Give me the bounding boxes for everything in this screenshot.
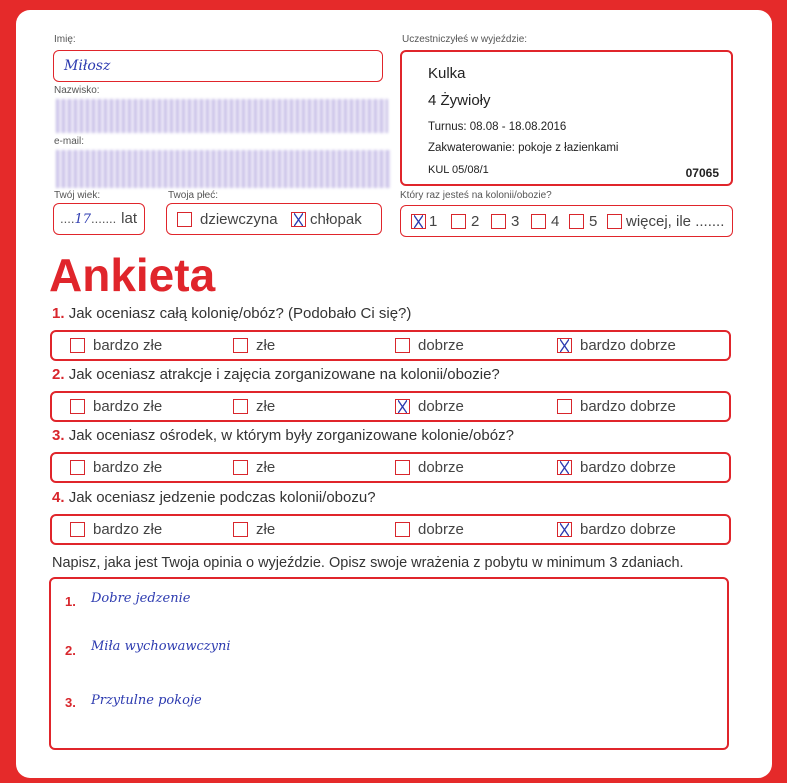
- times-more-label: więcej, ile .......: [626, 212, 725, 230]
- opinion-line-1-text: Dobre jedzenie: [91, 591, 191, 606]
- gender-field: [166, 203, 382, 235]
- answer-checkbox[interactable]: [395, 460, 410, 475]
- answer-label: bardzo złe: [93, 459, 163, 476]
- answer-option[interactable]: [557, 516, 676, 543]
- times-more-checkbox[interactable]: [607, 214, 622, 229]
- answer-checkbox[interactable]: [395, 399, 410, 414]
- answer-option[interactable]: [233, 516, 275, 543]
- age-dots-after: .......: [91, 211, 117, 226]
- times-4-label: 4: [551, 212, 560, 230]
- answer-label: złe: [256, 398, 276, 415]
- times-4-checkbox[interactable]: [531, 214, 546, 229]
- opinion-line-1-number: 1.: [65, 594, 76, 609]
- surname-redacted: [56, 99, 388, 133]
- question-text: Jak oceniasz ośrodek, w którym były zorganizowane kolonie/obóz?: [68, 427, 514, 444]
- answer-label: dobrze: [418, 521, 464, 538]
- gender-label: Twoja płeć:: [168, 190, 219, 201]
- age-value: 17: [74, 212, 91, 227]
- accommodation: Zakwaterowanie: pokoje z łazienkami: [428, 142, 619, 154]
- answer-label: bardzo złe: [93, 398, 163, 415]
- answer-checkbox[interactable]: [233, 522, 248, 537]
- answer-option[interactable]: [395, 516, 464, 543]
- answer-option[interactable]: [70, 332, 162, 359]
- question-1: [52, 305, 411, 322]
- gender-female-label: dziewczyna: [200, 210, 278, 228]
- answer-label: dobrze: [418, 398, 464, 415]
- opinion-box[interactable]: [49, 577, 729, 750]
- gender-option-female[interactable]: [177, 204, 278, 234]
- times-field: [400, 205, 733, 237]
- times-3-checkbox[interactable]: [491, 214, 506, 229]
- trip-code: KUL 05/08/1: [428, 164, 489, 176]
- answer-checkbox[interactable]: [557, 399, 572, 414]
- answer-label: złe: [256, 521, 276, 538]
- name-value: Miłosz: [64, 58, 111, 74]
- answer-label: bardzo dobrze: [580, 521, 676, 538]
- answer-option[interactable]: [557, 332, 676, 359]
- answer-option[interactable]: [557, 393, 676, 420]
- answer-option[interactable]: [70, 454, 162, 481]
- answer-checkbox[interactable]: [557, 460, 572, 475]
- answer-checkbox[interactable]: [395, 338, 410, 353]
- gender-male-checkbox[interactable]: [291, 212, 306, 227]
- camp-name: Kulka: [428, 65, 466, 82]
- answer-checkbox[interactable]: [70, 522, 85, 537]
- answer-checkbox[interactable]: [70, 338, 85, 353]
- survey-sheet: [16, 10, 772, 778]
- answer-checkbox[interactable]: [233, 399, 248, 414]
- survey-title: Ankieta: [49, 249, 216, 301]
- question-3: [52, 427, 514, 444]
- gender-female-checkbox[interactable]: [177, 212, 192, 227]
- answer-option[interactable]: [557, 454, 676, 481]
- name-field[interactable]: [53, 50, 383, 82]
- times-option-3[interactable]: [491, 206, 519, 236]
- answer-label: bardzo dobrze: [580, 459, 676, 476]
- answer-label: bardzo złe: [93, 521, 163, 538]
- question-number: 4.: [52, 489, 65, 506]
- answer-option[interactable]: [395, 393, 464, 420]
- times-5-checkbox[interactable]: [569, 214, 584, 229]
- answer-row-4: [50, 514, 731, 545]
- question-4: [52, 489, 376, 506]
- question-number: 3.: [52, 427, 65, 444]
- answer-label: bardzo złe: [93, 337, 163, 354]
- question-text: Jak oceniasz atrakcje i zajęcia zorganizowane na kolonii/obozie?: [68, 366, 500, 383]
- turnus: Turnus: 08.08 - 18.08.2016: [428, 121, 567, 133]
- question-number: 1.: [52, 305, 65, 322]
- answer-checkbox[interactable]: [70, 460, 85, 475]
- age-field[interactable]: [53, 203, 145, 235]
- answer-option[interactable]: [233, 332, 275, 359]
- opinion-line-2-text: Miła wychowawczyni: [91, 639, 231, 654]
- times-1-checkbox[interactable]: [411, 214, 426, 229]
- answer-label: dobrze: [418, 337, 464, 354]
- times-3-label: 3: [511, 212, 520, 230]
- times-2-label: 2: [471, 212, 480, 230]
- question-text: Jak oceniasz jedzenie podczas kolonii/obozu?: [68, 489, 376, 506]
- answer-checkbox[interactable]: [233, 460, 248, 475]
- question-number: 2.: [52, 366, 65, 383]
- answer-option[interactable]: [395, 332, 464, 359]
- age-dots-before: ....: [60, 211, 75, 226]
- answer-checkbox[interactable]: [233, 338, 248, 353]
- answer-label: dobrze: [418, 459, 464, 476]
- answer-row-3: [50, 452, 731, 483]
- email-redacted: [56, 150, 390, 188]
- answer-option[interactable]: [233, 393, 275, 420]
- answer-label: złe: [256, 459, 276, 476]
- times-option-2[interactable]: [451, 206, 479, 236]
- answer-option[interactable]: [70, 393, 162, 420]
- gender-option-male[interactable]: [291, 204, 362, 234]
- answer-label: bardzo dobrze: [580, 398, 676, 415]
- age-unit: lat: [121, 210, 137, 227]
- gender-male-label: chłopak: [310, 210, 362, 228]
- opinion-line-3-text: Przytulne pokoje: [91, 693, 202, 708]
- trip-label: Uczestniczyłeś w wyjeździe:: [402, 34, 528, 45]
- answer-checkbox[interactable]: [70, 399, 85, 414]
- times-option-more[interactable]: [607, 206, 724, 236]
- opinion-prompt: Napisz, jaka jest Twoja opinia o wyjeździe. Opisz swoje wrażenia z pobytu w minimum 3 zdaniach.: [52, 555, 684, 571]
- answer-checkbox[interactable]: [395, 522, 410, 537]
- times-option-4[interactable]: [531, 206, 559, 236]
- times-label: Który raz jesteś na kolonii/obozie?: [400, 190, 552, 201]
- trip-number: 07065: [685, 166, 719, 180]
- answer-label: bardzo dobrze: [580, 337, 676, 354]
- times-option-5[interactable]: [569, 206, 597, 236]
- answer-option[interactable]: [233, 454, 275, 481]
- answer-row-1: [50, 330, 731, 361]
- times-1-label: 1: [429, 212, 438, 230]
- times-option-1[interactable]: [411, 206, 437, 236]
- age-label: Twój wiek:: [54, 190, 101, 201]
- name-label: Imię:: [54, 34, 76, 45]
- answer-label: złe: [256, 337, 276, 354]
- email-label: e-mail:: [54, 136, 85, 147]
- question-text: Jak oceniasz całą kolonię/obóz? (Podobało Ci się?): [68, 305, 412, 322]
- answer-checkbox[interactable]: [557, 338, 572, 353]
- times-2-checkbox[interactable]: [451, 214, 466, 229]
- surname-label: Nazwisko:: [54, 85, 100, 96]
- opinion-line-3-number: 3.: [65, 695, 76, 710]
- trip-info-box: [400, 50, 733, 186]
- times-5-label: 5: [589, 212, 598, 230]
- answer-option[interactable]: [395, 454, 464, 481]
- question-2: [52, 366, 500, 383]
- answer-option[interactable]: [70, 516, 162, 543]
- answer-row-2: [50, 391, 731, 422]
- answer-checkbox[interactable]: [557, 522, 572, 537]
- opinion-line-2-number: 2.: [65, 643, 76, 658]
- camp-subtitle: 4 Żywioły: [428, 92, 491, 109]
